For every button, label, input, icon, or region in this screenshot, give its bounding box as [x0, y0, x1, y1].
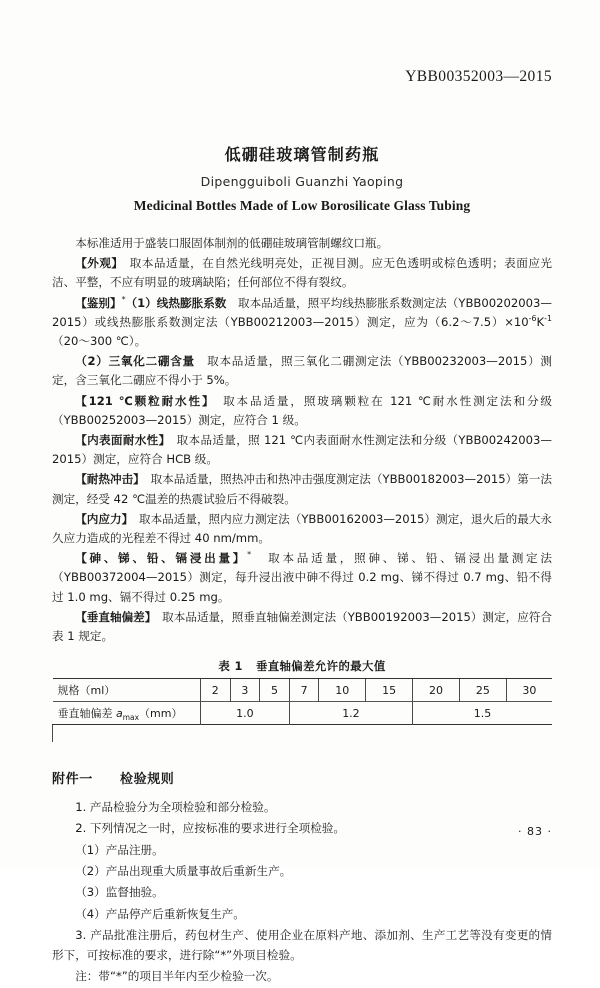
identification-star-marker: * [121, 294, 126, 304]
table-cell-size: 20 [413, 679, 460, 702]
identification-unit-kelvin: K [536, 314, 545, 329]
paragraph-thermal-shock [52, 470, 552, 508]
table-cell-size: 10 [319, 679, 366, 702]
identification-item1-heading: （1）线热膨胀系数 [125, 295, 227, 310]
appendix-item: 2. 下列情况之一时，应按标准的要求进行全项检验。 [75, 821, 345, 836]
paragraph-identification-1 [52, 294, 552, 352]
identification-exponent-2: -1 [544, 313, 552, 323]
paragraph-granule-water-resistance [52, 392, 552, 430]
leaching-label: 【砷、锑、铅、镉浸出量】 [75, 551, 248, 566]
identification-item1-text: 取本品适量，照平均线热膨胀系数测定法（YBB00202003—2015）或线热膨胀系数测定法（YBB00212003—2015）测定，应为（6.2～7.5）×10 [52, 295, 552, 329]
table-bottom-rule-row [53, 725, 553, 742]
thermal-shock-text: 取本品适量，照热冲击和热冲击强度测定法（YBB00182003—2015）第一法测定，经受 42 ℃温差的热震试验后不得破裂。 [52, 472, 552, 506]
appearance-text: 取本品适量，在自然光线明亮处，正视目测。应无色透明或棕色透明；表面应光洁、平整，不应有明显的玻璃缺陷；任何部位不得有裂纹。 [52, 256, 552, 290]
inner-surface-label: 【内表面耐水性】 [75, 433, 165, 448]
table-cell-size: 30 [506, 679, 552, 702]
paragraph-appearance [52, 254, 552, 292]
identification-label: 【鉴别】 [75, 295, 122, 310]
identification-item2-text: 取本品适量，照三氧化二硼测定法（YBB00232003—2015）测定，含三氧化二硼应不得小于 5%。 [52, 354, 552, 388]
table-rowheader-deviation [53, 702, 201, 725]
deviation-header-subscript: max [122, 713, 140, 723]
appendix-heading: 附件一 检验规则 [52, 771, 175, 787]
deviation-header-variable: a [116, 707, 123, 721]
granule-water-resistance-label: 【121 ℃颗粒耐水性】 [75, 393, 210, 408]
table-caption-title: 垂直轴偏差允许的最大值 [255, 659, 386, 674]
paragraph-inner-surface-water-resistance [52, 431, 552, 469]
paragraph-internal-stress [52, 510, 552, 548]
scope-text: 本标准适用于盛装口服固体制剂的低硼硅玻璃管制螺纹口瓶。 [75, 236, 389, 250]
internal-stress-text: 取本品适量，照内应力测定法（YBB00162003—2015）测定，退火后的最大永久应力造成的光程差不得过 40 nm/mm。 [52, 511, 552, 546]
table-cell-size: 7 [289, 679, 319, 702]
leaching-star-marker: * [247, 550, 252, 560]
table-cell-deviation: 1.5 [413, 702, 552, 725]
thermal-shock-label: 【耐热冲击】 [75, 472, 139, 487]
granule-water-resistance-text: 取本品适量，照玻璃颗粒在 121 ℃耐水性测定法和分级（YBB00252003—2015）测定，应符合 1 级。 [52, 393, 552, 427]
table-cell-size: 3 [230, 679, 260, 702]
appendix-item: （4）产品停产后重新恢复生产。 [75, 906, 245, 921]
document-standard-code: YBB00352003—2015 [405, 68, 552, 85]
appendix-body [52, 798, 552, 987]
appendix-item: 1. 产品检验分为全项检验和部分检验。 [75, 799, 276, 814]
identification-exponent-1: -6 [528, 313, 537, 323]
table-cell-size: 15 [366, 679, 413, 702]
table-cell-size: 2 [201, 679, 231, 702]
table-caption-number: 表 1 [218, 659, 243, 674]
table-cell-size: 5 [260, 679, 290, 702]
table-caption [52, 658, 552, 674]
vertical-axis-deviation-table-wrapper [52, 658, 552, 742]
page-title-chinese: 低硼硅玻璃管制药瓶 [224, 145, 380, 164]
appendix-item: （1）产品注册。 [75, 842, 164, 857]
vertical-axis-deviation-table [52, 678, 552, 742]
table-row-sizes [53, 679, 553, 702]
page-title-english: Medicinal Bottles Made of Low Borosilicate Glass Tubing [133, 198, 471, 213]
vertical-axis-text: 取本品适量，照垂直轴偏差测定法（YBB00192003—2015）测定，应符合表 1 规定。 [52, 609, 553, 644]
paragraph-identification-2 [52, 352, 552, 390]
inner-surface-text: 取本品适量，照 121 ℃内表面耐水性测定法和分级（YBB00242003—2015）测定，应符合 HCB 级。 [52, 433, 553, 467]
page-content [52, 0, 552, 988]
appendix-item: 3. 产品批准注册后，药包材生产、使用企业在原料产地、添加剂、生产工艺等没有变更的情形下，可按标准的要求，进行除“*”外项目检验。 [52, 928, 552, 962]
vertical-axis-label: 【垂直轴偏差】 [75, 609, 151, 624]
identification-item2-heading: （2）三氧化二硼含量 [75, 354, 195, 369]
deviation-header-suffix: （mm） [139, 707, 183, 721]
internal-stress-label: 【内应力】 [75, 511, 128, 526]
table-bottom-rule [53, 725, 553, 742]
page-number: · 83 · [518, 825, 552, 838]
paragraph-leaching [52, 549, 552, 607]
paragraph-vertical-axis-deviation [52, 608, 552, 646]
table-rowheader-size: 规格（ml） [53, 679, 201, 702]
standard-body [52, 234, 552, 646]
paragraph-scope [52, 234, 552, 253]
appendix-item: （2）产品出现重大质量事故后重新生产。 [75, 863, 292, 878]
table-cell-deviation: 1.0 [201, 702, 290, 725]
appearance-label: 【外观】 [75, 256, 118, 271]
table-row-deviations [53, 702, 553, 725]
appendix-item: （3）监督抽验。 [75, 885, 164, 900]
leaching-text: 取本品适量，照砷、锑、铅、镉浸出量测定法（YBB00372004—2015）测定，每升浸出液中砷不得过 0.2 mg、锑不得过 0.7 mg、铅不得过 1.0 mg、镉不得过 0.25 mg。 [52, 551, 552, 604]
deviation-header-prefix: 垂直轴偏差 [57, 707, 116, 721]
table-cell-size: 25 [459, 679, 506, 702]
table-cell-deviation: 1.2 [289, 702, 412, 725]
page-title-pinyin: Dipengguiboli Guanzhi Yaoping [200, 174, 404, 189]
identification-item1-tail: （20～300 ℃）。 [52, 334, 147, 349]
appendix-note: 注：带“*”的项目半年内至少检验一次。 [75, 969, 279, 984]
